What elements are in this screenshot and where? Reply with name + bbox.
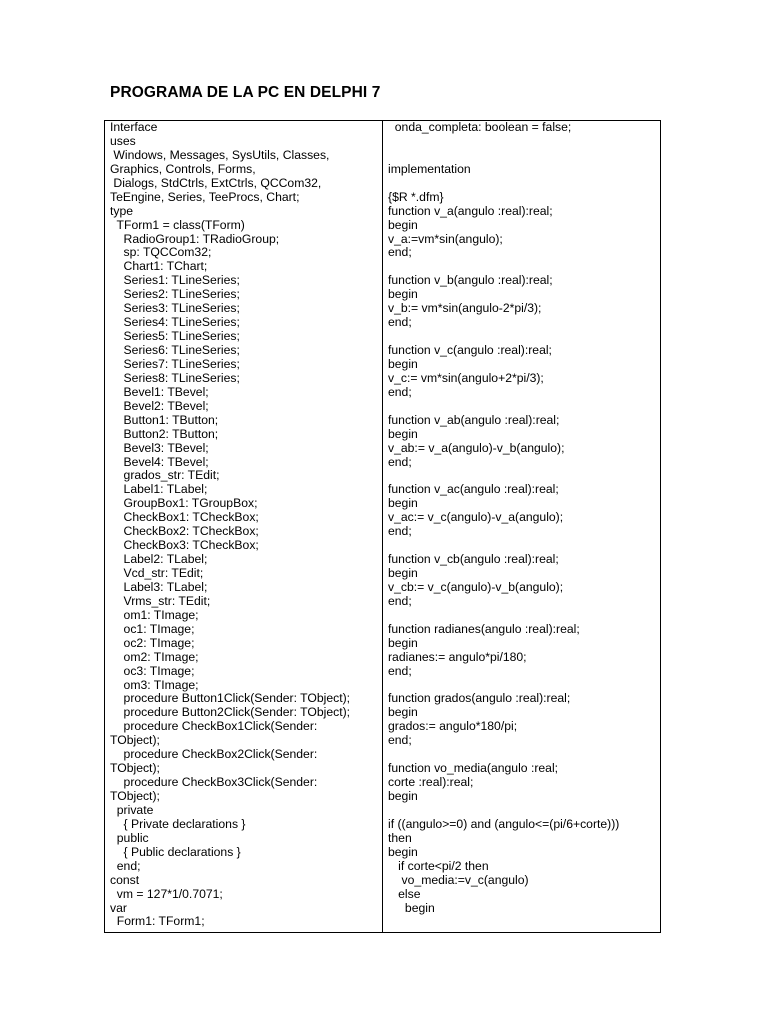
code-line: TObject); [110, 733, 160, 748]
code-line: vo_media:=v_c(angulo) [388, 872, 529, 887]
code-line: Series1: TLineSeries; [110, 273, 240, 288]
code-line: Series4: TLineSeries; [110, 315, 240, 330]
code-line: function radianes(angulo :real):real; [388, 621, 580, 636]
code-line: procedure CheckBox3Click(Sender: [110, 775, 318, 790]
code-line: Form1: TForm1; [110, 914, 205, 929]
code-line [388, 609, 658, 623]
code-line: end; [388, 733, 412, 748]
code-line: uses [110, 133, 136, 148]
code-line: if ((angulo>=0) and (angulo<=(pi/6+corte))) [388, 816, 620, 831]
code-line: Series2: TLineSeries; [110, 287, 240, 302]
code-line: v_b:= vm*sin(angulo-2*pi/3); [388, 301, 542, 316]
code-line: oc3: TImage; [110, 663, 195, 678]
code-line: end; [388, 663, 412, 678]
code-line: private [110, 802, 154, 817]
code-line: oc1: TImage; [110, 621, 195, 636]
code-line: begin [388, 705, 418, 720]
code-line [388, 539, 658, 553]
code-line: corte :real):real; [388, 775, 474, 790]
code-line: Bevel1: TBevel; [110, 384, 209, 399]
code-line: function v_cb(angulo :real):real; [388, 552, 559, 567]
code-line: begin [388, 844, 418, 859]
code-line: om3: TImage; [110, 677, 199, 692]
code-line: Vrms_str: TEdit; [110, 593, 211, 608]
document-title: PROGRAMA DE LA PC EN DELPHI 7 [110, 84, 381, 101]
code-table [104, 120, 661, 933]
code-line: procedure Button1Click(Sender: TObject); [110, 691, 351, 706]
code-line: Series8: TLineSeries; [110, 370, 240, 385]
code-line: grados_str: TEdit; [110, 468, 220, 483]
code-line [388, 149, 658, 163]
code-line: Interface [110, 120, 158, 134]
code-line: begin [388, 217, 418, 232]
code-line: CheckBox2: TCheckBox; [110, 524, 259, 539]
code-line [388, 260, 658, 274]
code-line: Bevel3: TBevel; [110, 440, 209, 455]
code-line: const [110, 872, 140, 887]
code-line: CheckBox3: TCheckBox; [110, 538, 259, 553]
code-line [388, 177, 658, 191]
code-line: { Public declarations } [110, 844, 241, 859]
code-line: Graphics, Controls, Forms, [110, 161, 256, 176]
code-line: om1: TImage; [110, 607, 199, 622]
code-line: GroupBox1: TGroupBox; [110, 496, 258, 511]
code-line: begin [388, 789, 418, 803]
code-line: end; [388, 593, 412, 608]
code-line: RadioGroup1: TRadioGroup; [110, 231, 280, 246]
code-column-left [110, 121, 378, 929]
code-line: Bevel4: TBevel; [110, 454, 209, 469]
column-divider [382, 121, 383, 932]
code-line [388, 330, 658, 344]
code-line: procedure CheckBox2Click(Sender: [110, 747, 318, 762]
code-line: { Private declarations } [110, 816, 246, 831]
code-line: function v_ab(angulo :real):real; [388, 412, 560, 427]
code-line: begin [388, 426, 418, 441]
code-line [388, 804, 658, 818]
code-line: function vo_media(angulo :real; [388, 761, 559, 776]
code-line: procedure Button2Click(Sender: TObject); [110, 705, 351, 720]
code-line: function v_ac(angulo :real):real; [388, 482, 559, 497]
code-line [388, 469, 658, 483]
code-line: v_ab:= v_a(angulo)-v_b(angulo); [388, 440, 565, 455]
code-line: end; [388, 454, 412, 469]
code-line [388, 679, 658, 693]
code-line: {$R *.dfm} [388, 189, 444, 204]
code-line: end; [388, 384, 412, 399]
code-line: oc2: TImage; [110, 635, 195, 650]
code-line: begin [388, 496, 418, 511]
code-line: v_ac:= v_c(angulo)-v_a(angulo); [388, 510, 564, 525]
code-line: if corte<pi/2 then [388, 858, 489, 873]
code-line [388, 135, 658, 149]
code-line: then [388, 830, 412, 845]
code-line: Button1: TButton; [110, 412, 219, 427]
code-line: Windows, Messages, SysUtils, Classes, [110, 147, 330, 162]
code-line: TObject); [110, 761, 160, 776]
code-line: Series3: TLineSeries; [110, 301, 240, 316]
code-line: TeEngine, Series, TeeProcs, Chart; [110, 189, 300, 204]
code-line: end; [388, 245, 412, 260]
code-line: Series6: TLineSeries; [110, 343, 240, 357]
code-line: begin [388, 900, 435, 915]
code-line: grados:= angulo*180/pi; [388, 719, 518, 734]
code-line: Button2: TButton; [110, 426, 219, 441]
code-line: v_a:=vm*sin(angulo); [388, 231, 503, 246]
code-line: v_cb:= v_c(angulo)-v_b(angulo); [388, 579, 564, 594]
code-line: begin [388, 635, 418, 650]
code-line: begin [388, 356, 418, 371]
code-line: begin [388, 566, 418, 580]
code-line [388, 748, 658, 762]
code-line: end; [388, 524, 412, 539]
code-line: TObject); [110, 789, 160, 803]
code-line: public [110, 830, 149, 845]
code-line [388, 400, 658, 414]
code-line: CheckBox1: TCheckBox; [110, 510, 259, 525]
code-line: implementation [388, 161, 471, 176]
code-line: onda_completa: boolean = false; [388, 120, 572, 134]
code-line: Label3: TLabel; [110, 579, 208, 594]
code-line: end; [110, 858, 141, 873]
code-line: Bevel2: TBevel; [110, 398, 209, 413]
code-line: Label2: TLabel; [110, 552, 208, 567]
code-line: Chart1: TChart; [110, 259, 208, 274]
code-line: begin [388, 287, 418, 302]
code-line: Label1: TLabel; [110, 482, 208, 497]
code-line: end; [388, 315, 412, 330]
code-line: v_c:= vm*sin(angulo+2*pi/3); [388, 370, 544, 385]
code-line: Series7: TLineSeries; [110, 356, 240, 371]
code-line: var [110, 900, 127, 915]
code-line: Vcd_str: TEdit; [110, 566, 204, 580]
code-line: Dialogs, StdCtrls, ExtCtrls, QCCom32, [110, 175, 322, 190]
code-line: function v_b(angulo :real):real; [388, 273, 553, 288]
code-column-right [388, 121, 658, 915]
code-line: sp: TQCCom32; [110, 245, 212, 260]
code-line: procedure CheckBox1Click(Sender: [110, 719, 318, 734]
code-line: Series5: TLineSeries; [110, 329, 240, 344]
code-line: type [110, 203, 134, 218]
code-line: radianes:= angulo*pi/180; [388, 649, 527, 664]
code-line: vm = 127*1/0.7071; [110, 886, 223, 901]
code-line: om2: TImage; [110, 649, 199, 664]
code-line: function v_a(angulo :real):real; [388, 203, 553, 218]
code-line: function grados(angulo :real):real; [388, 691, 571, 706]
code-line: else [388, 886, 421, 901]
code-line: function v_c(angulo :real):real; [388, 343, 552, 357]
code-line: TForm1 = class(TForm) [110, 217, 245, 232]
